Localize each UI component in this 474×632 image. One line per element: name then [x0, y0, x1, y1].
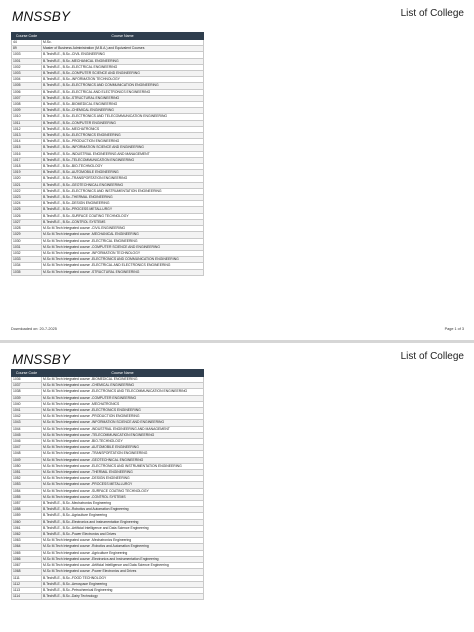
course-code-cell: 1022 — [12, 188, 42, 194]
course-name-cell: B.Tech/B.E., B.Sc.-PRODUCTION ENGINEERING — [42, 139, 204, 145]
course-code-cell: 1052 — [12, 476, 42, 482]
course-code-cell: 1061 — [12, 525, 42, 531]
course-name-cell: M.Sc M.Tech Integrated course -PRODUCTION ENGINEERING — [42, 414, 204, 420]
page-number: Page 1 of 3 — [444, 327, 464, 331]
course-name-cell: M.Sc M.Tech Integrated course -AUTOMOBILE ENGINEERING — [42, 445, 204, 451]
table-header-row — [12, 370, 204, 377]
course-code-cell: 1114 — [12, 594, 42, 600]
course-name-cell: B.Tech/B.E., B.Sc.-ELECTRICAL ENGINEERING — [42, 64, 204, 70]
course-code-cell: 1003 — [12, 52, 42, 58]
course-name-cell: B.Tech/B.E., B.Sc.-Power Electronics and Drives — [42, 532, 204, 538]
course-code-cell: 1030 — [12, 238, 42, 244]
course-code-cell: 1049 — [12, 457, 42, 463]
course-code-cell: 1006 — [12, 89, 42, 95]
pdf-page-2 — [0, 343, 474, 632]
course-name-cell: M.Sc M.Tech Integrated course -Electronics and Instrumentation Engineering — [42, 556, 204, 562]
course-code-cell: 1068 — [12, 569, 42, 575]
course-name-cell: Master of Business Administration (M.B.A.) and Equivalent Courses — [42, 46, 204, 52]
course-name-cell: M.Sc M.Tech Integrated course -PROCESS METALLURGY — [42, 482, 204, 488]
course-code-cell: 1067 — [12, 563, 42, 569]
course-name-cell: M.Sc M.Tech Integrated course -INFORMATION TECHNOLOGY — [42, 250, 204, 256]
course-code-cell: 1023 — [12, 195, 42, 201]
course-code-cell: 1043 — [12, 420, 42, 426]
course-name-cell: B.Tech/B.E., B.Sc.-Robotics and Automation Engineering — [42, 507, 204, 513]
course-name-cell: B.Tech/B.E., B.Sc.-TRANSPORTATION ENGINEERING — [42, 176, 204, 182]
course-name-cell: B.Tech/B.E., B.Sc.-COMPUTER ENGINEERING — [42, 120, 204, 126]
course-name-cell: B.Tech/B.E., B.Sc.-THERMAL ENGINEERING — [42, 195, 204, 201]
course-code-cell: 1032 — [12, 250, 42, 256]
course-code-cell: 1007 — [12, 95, 42, 101]
course-name-cell: M.Sc M.Tech Integrated course -INDUSTRIAL ENGINEERING AND MANAGEMENT — [42, 426, 204, 432]
course-name-cell: B.Tech/B.E., B.Sc.-GEOTECHNICAL ENGINEERING — [42, 182, 204, 188]
course-code-cell: 44 — [12, 40, 42, 46]
course-code-cell: 1039 — [12, 395, 42, 401]
course-code-cell: 1034 — [12, 263, 42, 269]
course-name-cell: M.Sc M.Tech Integrated course -CHEMICAL ENGINEERING — [42, 383, 204, 389]
course-name-cell: M.Sc M.Tech Integrated course -TELECOMMUNICATION ENGINEERING — [42, 432, 204, 438]
course-code-cell: 1028 — [12, 226, 42, 232]
course-code-cell: 1051 — [12, 470, 42, 476]
course-name-cell: M.Sc M.Tech Integrated course -Power Electronics and Drives — [42, 569, 204, 575]
course-name-cell: M.Sc M.Tech Integrated course -MECHANICAL ENGINEERING — [42, 232, 204, 238]
course-code-cell: 1024 — [12, 201, 42, 207]
brand-logo-text: MNSSBY — [12, 9, 71, 24]
course-name-cell: M.Sc M.Tech Integrated course -ELECTRICAL ENGINEERING — [42, 238, 204, 244]
course-name-cell: M.Sc M.Tech Integrated course -CIVIL ENGINEERING — [42, 226, 204, 232]
course-name-cell: B.Tech/B.E., B.Sc.-COMPUTER SCIENCE AND ENGINEERING — [42, 71, 204, 77]
brand-logo-text: MNSSBY — [12, 352, 71, 367]
course-name-cell: B.Tech/B.E., B.Sc.-CIVIL ENGINEERING — [42, 52, 204, 58]
course-code-cell: 1035 — [12, 269, 42, 275]
table-row — [12, 594, 204, 600]
course-code-cell: 1063 — [12, 538, 42, 544]
course-code-cell: 1016 — [12, 151, 42, 157]
course-code-cell: 1003 — [12, 71, 42, 77]
course-name-cell: M.Sc M.Tech Integrated course -TRANSPORTATION ENGINEERING — [42, 451, 204, 457]
course-name-cell: B.Tech/B.E., B.Sc.-BIOMEDICAL ENGINEERING — [42, 102, 204, 108]
course-code-cell: 1029 — [12, 232, 42, 238]
course-name-cell: M.Sc M.Tech Integrated course -Artificial Intelligence and Data Science Engineering — [42, 563, 204, 569]
course-code-cell: 1065 — [12, 550, 42, 556]
course-code-cell: 1011 — [12, 120, 42, 126]
course-name-cell: B.Tech/B.E., B.Sc.-ELECTRONICS ENGINEERING — [42, 133, 204, 139]
course-name-cell: M.Sc M.Tech Integrated course -BIO-TECHNOLOGY — [42, 439, 204, 445]
course-name-cell: B.Tech/B.E., B.Sc.-AUTOMOBILE ENGINEERING — [42, 170, 204, 176]
course-code-cell: 1059 — [12, 513, 42, 519]
course-code-cell: 1033 — [12, 257, 42, 263]
course-name-cell: M.Sc M.Tech Integrated course -ELECTRONICS ENGINEERING — [42, 408, 204, 414]
course-code-cell: 1002 — [12, 64, 42, 70]
course-name-cell: M.Sc M.Tech Integrated course -INFORMATION SCIENCE AND ENGINEERING — [42, 420, 204, 426]
course-table — [11, 369, 204, 600]
course-name-cell: B.Tech/B.E., B.Sc.-Artificial Intelligence and Data Science Engineering — [42, 525, 204, 531]
course-code-cell: 1005 — [12, 83, 42, 89]
course-code-cell: 1044 — [12, 426, 42, 432]
course-name-cell: B.Tech/B.E., B.Sc.-DESIGN ENGINEERING — [42, 201, 204, 207]
course-name-cell: M.Sc M.Tech Integrated course -COMPUTER ENGINEERING — [42, 395, 204, 401]
course-name-cell: B.Tech/B.E., B.Sc.-Electronics and Instrumentation Engineering — [42, 519, 204, 525]
download-date: Downloaded on: 20-7-2025 — [11, 327, 57, 331]
course-code-cell: 1017 — [12, 157, 42, 163]
table-header-row — [12, 33, 204, 40]
course-name-cell: B.Tech/B.E., B.Sc.-CHEMICAL ENGINEERING — [42, 108, 204, 114]
course-code-cell: 1055 — [12, 494, 42, 500]
course-name-cell: M.Sc M.Tech Integrated course -MECHATRONICS — [42, 401, 204, 407]
course-code-cell: 1025 — [12, 207, 42, 213]
course-code-cell: 1019 — [12, 170, 42, 176]
page-footer — [11, 327, 464, 335]
course-name-cell: B.Tech/B.E., B.Sc.-INFORMATION TECHNOLOGY — [42, 77, 204, 83]
course-code-cell: 1064 — [12, 544, 42, 550]
course-code-cell: 1050 — [12, 463, 42, 469]
course-code-cell: 1013 — [12, 133, 42, 139]
course-code-cell: 1004 — [12, 77, 42, 83]
course-name-cell: B.Tech/B.E., B.Sc.-STRUCTURAL ENGINEERING — [42, 95, 204, 101]
course-code-cell: 1014 — [12, 139, 42, 145]
course-code-cell: 1058 — [12, 507, 42, 513]
course-name-cell: B.Tech/B.E., B.Sc.-ELECTRONICS AND COMMUNICATION ENGINEERING — [42, 83, 204, 89]
course-name-cell: B.Tech/B.E., B.Sc.-ELECTRONICS AND TELECOMMUNICATION ENGINEERING — [42, 114, 204, 120]
course-name-cell: B.Tech/B.E., B.Sc.-SURFACE COATING TECHNOLOGY — [42, 213, 204, 219]
course-name-cell: M.Sc M.Tech Integrated course -Agriculture Engineering — [42, 550, 204, 556]
course-name-cell: B.Tech/B.E., B.Sc.-Agriculture Engineering — [42, 513, 204, 519]
course-code-cell: 1054 — [12, 488, 42, 494]
table-row — [12, 269, 204, 275]
course-code-cell: 1040 — [12, 401, 42, 407]
course-code-cell: 1008 — [12, 102, 42, 108]
course-name-cell: M.Sc M.Tech Integrated course -THERMAL ENGINEERING — [42, 470, 204, 476]
course-name-cell: M.Sc M.Tech Integrated course -CONTROL SYSTEMS — [42, 494, 204, 500]
course-name-cell: M.Sc M.Tech Integrated course -SURFACE COATING TECHNOLOGY — [42, 488, 204, 494]
course-name-cell: B.Tech/B.E., B.Sc.-MECHANICAL ENGINEERING — [42, 58, 204, 64]
course-code-cell: 1038 — [12, 389, 42, 395]
course-name-cell: B.Tech/B.E., B.Sc.-Mechatronics Engineering — [42, 501, 204, 507]
course-name-cell: M.Sc M.Tech Integrated course -STRUCTURAL ENGINEERING — [42, 269, 204, 275]
course-code-cell: 1112 — [12, 581, 42, 587]
course-code-cell: 1031 — [12, 244, 42, 250]
course-name-cell: M.Sc. — [42, 40, 204, 46]
course-code-cell: 1062 — [12, 532, 42, 538]
course-name-cell: B.Tech/B.E., B.Sc.-ELECTRONICS AND INSTRUMENTATION ENGINEERING — [42, 188, 204, 194]
course-code-cell: 1045 — [12, 432, 42, 438]
course-name-cell: B.Tech/B.E., B.Sc.-PROCESS METALLURGY — [42, 207, 204, 213]
column-header-course-name: Course Name — [42, 33, 204, 40]
course-code-cell: 1066 — [12, 556, 42, 562]
course-code-cell: 1027 — [12, 219, 42, 225]
course-name-cell: B.Tech/B.E., B.Sc.-TELECOMMUNICATION ENGINEERING — [42, 157, 204, 163]
course-code-cell: 1015 — [12, 145, 42, 151]
course-code-cell: 89 — [12, 46, 42, 52]
page-title: List of College — [400, 8, 464, 19]
course-name-cell: M.Sc M.Tech Integrated course -ELECTRONICS AND TELECOMMUNICATION ENGINEERING — [42, 389, 204, 395]
course-name-cell: B.Tech/B.E., B.Sc.-MECHATRONICS — [42, 126, 204, 132]
course-name-cell: B.Tech/B.E., B.Sc.-BIO-TECHNOLOGY — [42, 164, 204, 170]
course-code-cell: 1041 — [12, 408, 42, 414]
course-table — [11, 32, 204, 276]
course-code-cell: 1026 — [12, 213, 42, 219]
course-code-cell: 1001 — [12, 58, 42, 64]
course-name-cell: M.Sc M.Tech Integrated course -GEOTECHNICAL ENGINEERING — [42, 457, 204, 463]
course-name-cell: M.Sc M.Tech Integrated course -COMPUTER SCIENCE AND ENGINEERING — [42, 244, 204, 250]
course-name-cell: B.Tech/B.E., B.Sc.-FOOD TECHNOLOGY — [42, 575, 204, 581]
course-code-cell: 1021 — [12, 182, 42, 188]
course-code-cell: 1012 — [12, 126, 42, 132]
course-name-cell: M.Sc M.Tech Integrated course -Mechatronics Engineering — [42, 538, 204, 544]
course-code-cell: 1036 — [12, 377, 42, 383]
course-name-cell: B.Tech/B.E., B.Sc.-Petrochemical Engineering — [42, 587, 204, 593]
course-name-cell: M.Sc M.Tech Integrated course -DESIGN ENGINEERING — [42, 476, 204, 482]
course-code-cell: 1009 — [12, 108, 42, 114]
course-code-cell: 1060 — [12, 519, 42, 525]
course-code-cell: 1111 — [12, 575, 42, 581]
page-title: List of College — [400, 351, 464, 362]
course-code-cell: 1042 — [12, 414, 42, 420]
course-name-cell: B.Tech/B.E., B.Sc.-CONTROL SYSTEMS — [42, 219, 204, 225]
course-name-cell: B.Tech/B.E., B.Sc.-Aerospace Engineering — [42, 581, 204, 587]
course-name-cell: B.Tech/B.E., B.Sc.-Dairy Technology — [42, 594, 204, 600]
course-code-cell: 1047 — [12, 445, 42, 451]
table-body — [12, 377, 204, 600]
course-code-cell: 1048 — [12, 451, 42, 457]
course-name-cell: B.Tech/B.E., B.Sc.-ELECTRICAL AND ELECTRONICS ENGINEERING — [42, 89, 204, 95]
course-code-cell: 1053 — [12, 482, 42, 488]
column-header-course-code: Course Code — [12, 370, 42, 377]
course-code-cell: 1020 — [12, 176, 42, 182]
course-name-cell: M.Sc M.Tech Integrated course -ELECTRONICS AND COMMUNICATION ENGINEERING — [42, 257, 204, 263]
course-name-cell: B.Tech/B.E., B.Sc.-INDUSTRIAL ENGINEERING AND MANAGEMENT — [42, 151, 204, 157]
course-name-cell: B.Tech/B.E., B.Sc.-INFORMATION SCIENCE AND ENGINEERING — [42, 145, 204, 151]
course-code-cell: 1037 — [12, 383, 42, 389]
course-code-cell: 1010 — [12, 114, 42, 120]
course-code-cell: 1046 — [12, 439, 42, 445]
course-name-cell: M.Sc M.Tech Integrated course -BIOMEDICAL ENGINEERING — [42, 377, 204, 383]
course-code-cell: 1113 — [12, 587, 42, 593]
course-name-cell: M.Sc M.Tech Integrated course -Robotics and Automation Engineering — [42, 544, 204, 550]
course-code-cell: 1057 — [12, 501, 42, 507]
column-header-course-code: Course Code — [12, 33, 42, 40]
course-name-cell: M.Sc M.Tech Integrated course -ELECTRICAL AND ELECTRONICS ENGINEERING — [42, 263, 204, 269]
page-header — [0, 0, 474, 32]
column-header-course-name: Course Name — [42, 370, 204, 377]
course-code-cell: 1018 — [12, 164, 42, 170]
course-name-cell: M.Sc M.Tech Integrated course -ELECTRONICS AND INSTRUMENTATION ENGINEERING — [42, 463, 204, 469]
table-body — [12, 40, 204, 276]
